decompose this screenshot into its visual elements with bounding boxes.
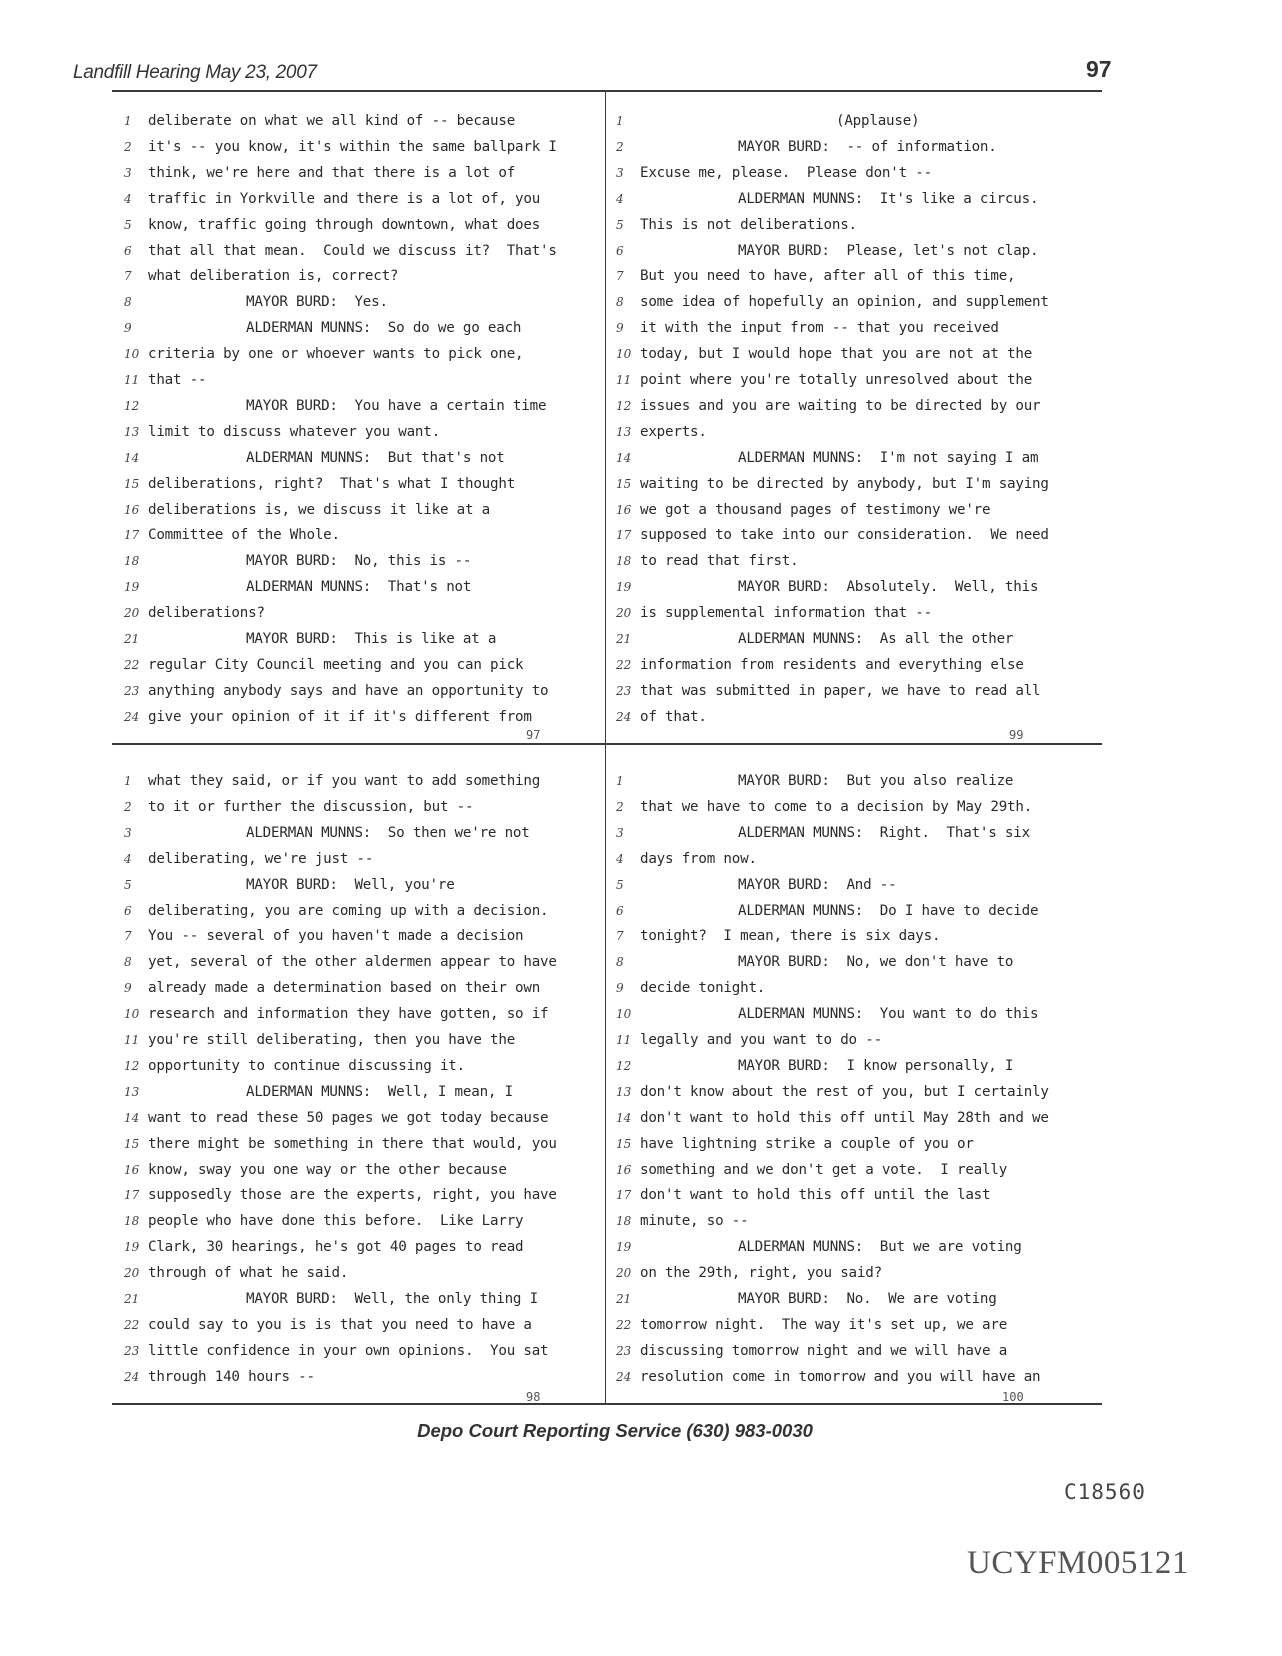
- bates-number-stamp: UCYFM005121: [967, 1545, 1189, 1581]
- line-number: 5: [616, 217, 624, 232]
- line-text: point where you're totally unresolved about the: [640, 372, 1033, 388]
- header-rule: [112, 90, 1102, 92]
- line-text: resolution come in tomorrow and you will have an: [640, 1368, 1041, 1385]
- line-text: that --: [148, 372, 207, 388]
- line-number: 19: [616, 1240, 632, 1255]
- line-text: deliberating, we're just --: [148, 850, 374, 867]
- line-number: 11: [124, 373, 140, 387]
- line-number: 6: [124, 903, 132, 918]
- line-number: 9: [124, 981, 132, 996]
- line-number: 15: [124, 476, 140, 491]
- line-text: to it or further the discussion, but --: [148, 798, 474, 815]
- line-text: waiting to be directed by anybody, but I'm saying: [640, 475, 1049, 492]
- line-number: 15: [124, 1136, 140, 1151]
- line-number: 19: [124, 1240, 140, 1255]
- line-text: MAYOR BURD: Yes.: [246, 294, 388, 311]
- line-number: 24: [124, 709, 140, 724]
- line-number: 14: [616, 1110, 632, 1125]
- line-number: 13: [124, 1084, 140, 1099]
- line-text: little confidence in your own opinions. You sat: [148, 1342, 549, 1359]
- line-text: that all that mean. Could we discuss it? That's: [148, 242, 557, 259]
- line-text: ALDERMAN MUNNS: You want to do this: [738, 1006, 1039, 1023]
- line-number: 24: [124, 1369, 140, 1384]
- line-number: 23: [124, 683, 140, 698]
- line-text: give your opinion of it if it's different from: [148, 708, 532, 725]
- line-text: what they said, or if you want to add something: [148, 773, 541, 789]
- line-text: research and information they have gotten, so if: [148, 1006, 549, 1023]
- line-text: ALDERMAN MUNNS: So do we go each: [246, 320, 522, 337]
- line-text: people who have done this before. Like Larry: [148, 1213, 524, 1230]
- line-number: 10: [124, 347, 140, 362]
- line-number: 8: [616, 955, 624, 970]
- line-text: (Applause): [836, 113, 920, 129]
- line-number: 1: [616, 114, 624, 128]
- line-text: MAYOR BURD: I know personally, I: [738, 1057, 1014, 1074]
- line-text: there might be something in there that would, you: [148, 1135, 557, 1152]
- line-text: MAYOR BURD: -- of information.: [738, 138, 997, 155]
- line-number: 21: [616, 632, 632, 646]
- line-number: 16: [616, 1162, 632, 1177]
- line-number: 14: [616, 450, 632, 465]
- line-text: MAYOR BURD: This is like at a: [246, 631, 497, 647]
- line-text: MAYOR BURD: Please, let's not clap.: [738, 242, 1039, 259]
- line-text: ALDERMAN MUNNS: But that's not: [246, 449, 505, 466]
- line-number: 7: [616, 929, 624, 944]
- line-number: 23: [616, 683, 632, 698]
- line-number: 10: [124, 1007, 140, 1022]
- line-text: criteria by one or whoever wants to pick one,: [148, 346, 524, 363]
- line-number: 12: [124, 1058, 140, 1073]
- line-text: through 140 hours --: [148, 1368, 315, 1385]
- line-text: deliberating, you are coming up with a decision.: [148, 902, 549, 919]
- line-text: don't know about the rest of you, but I certainly: [640, 1083, 1049, 1100]
- line-text: ALDERMAN MUNNS: So then we're not: [246, 824, 530, 841]
- line-number: 5: [124, 217, 132, 232]
- line-text: MAYOR BURD: Absolutely. Well, this: [738, 579, 1039, 596]
- line-text: ALDERMAN MUNNS: That's not: [246, 579, 472, 596]
- line-text: ALDERMAN MUNNS: I'm not saying I am: [738, 449, 1039, 466]
- line-number: 20: [124, 1266, 140, 1281]
- line-number: 14: [124, 450, 140, 465]
- line-text: could say to you is is that you need to have a: [148, 1316, 532, 1333]
- line-number: 13: [124, 424, 140, 439]
- line-number: 21: [124, 632, 140, 646]
- line-number: 9: [616, 321, 624, 336]
- line-text: it with the input from -- that you received: [640, 320, 999, 337]
- line-text: is supplemental information that --: [640, 605, 932, 622]
- line-number: 2: [124, 799, 132, 814]
- page-header-number: 97: [1086, 56, 1112, 82]
- line-number: 18: [124, 1214, 140, 1229]
- line-number: 4: [124, 851, 132, 866]
- line-number: 12: [124, 398, 140, 413]
- line-text: on the 29th, right, you said?: [640, 1265, 882, 1282]
- line-text: limit to discuss whatever you want.: [148, 423, 440, 440]
- line-number: 20: [616, 1266, 632, 1281]
- line-text: today, but I would hope that you are not at the: [640, 346, 1033, 363]
- line-number: 2: [616, 799, 624, 814]
- transcript-page-99: [616, 108, 1049, 748]
- transcript-page-98: [124, 768, 557, 1408]
- line-text: want to read these 50 pages we got today because: [148, 1109, 549, 1126]
- line-text: know, sway you one way or the other because: [148, 1161, 507, 1178]
- line-number: 6: [616, 903, 624, 918]
- transcript-page-100: [616, 768, 1049, 1408]
- line-text: MAYOR BURD: No, we don't have to: [738, 954, 1014, 971]
- line-number: 16: [616, 502, 632, 517]
- transcript-page-number: 98: [526, 1390, 541, 1404]
- column-divider: [605, 92, 606, 1403]
- line-text: You -- several of you haven't made a decision: [148, 928, 524, 945]
- line-number: 17: [124, 528, 140, 543]
- transcript-page-number: 97: [526, 728, 541, 742]
- line-text: opportunity to continue discussing it.: [148, 1057, 465, 1074]
- line-text: regular City Council meeting and you can pick: [148, 656, 524, 673]
- line-text: deliberate on what we all kind of -- because: [148, 113, 516, 129]
- line-number: 16: [124, 502, 140, 517]
- line-text: that we have to come to a decision by May 29th.: [640, 798, 1033, 815]
- line-number: 6: [616, 243, 624, 258]
- line-number: 22: [124, 657, 140, 672]
- line-text: some idea of hopefully an opinion, and supplement: [640, 294, 1049, 311]
- line-text: through of what he said.: [148, 1265, 349, 1282]
- document-code-stamp: C18560: [1064, 1480, 1146, 1504]
- line-text: what deliberation is, correct?: [148, 268, 399, 285]
- line-text: This is not deliberations.: [640, 216, 857, 233]
- transcript-page-number: 99: [1009, 728, 1024, 742]
- line-number: 3: [124, 825, 132, 840]
- line-number: 2: [616, 139, 624, 154]
- line-number: 8: [124, 295, 132, 310]
- line-number: 12: [616, 398, 632, 413]
- line-number: 1: [124, 774, 132, 788]
- line-number: 5: [616, 877, 624, 892]
- line-text: yet, several of the other aldermen appear to have: [148, 954, 557, 971]
- line-text: deliberations, right? That's what I thought: [148, 475, 516, 492]
- line-number: 11: [616, 373, 632, 387]
- line-text: don't want to hold this off until the last: [640, 1187, 991, 1204]
- line-text: information from residents and everything else: [640, 656, 1024, 673]
- line-text: think, we're here and that there is a lot of: [148, 164, 516, 181]
- line-text: deliberations is, we discuss it like at a: [148, 501, 491, 518]
- line-text: Excuse me, please. Please don't --: [640, 164, 932, 181]
- line-text: MAYOR BURD: Well, you're: [246, 876, 455, 893]
- line-number: 9: [124, 321, 132, 336]
- line-number: 7: [616, 269, 624, 284]
- line-number: 22: [616, 1317, 632, 1332]
- line-number: 24: [616, 1369, 632, 1384]
- line-text: MAYOR BURD: No, this is --: [246, 553, 472, 570]
- line-text: experts.: [640, 423, 707, 440]
- line-number: 15: [616, 1136, 632, 1151]
- line-text: it's -- you know, it's within the same ballpark I: [148, 138, 557, 155]
- line-text: tonight? I mean, there is six days.: [640, 928, 941, 945]
- line-number: 20: [616, 606, 632, 621]
- line-text: ALDERMAN MUNNS: But we are voting: [738, 1239, 1022, 1256]
- line-number: 22: [616, 657, 632, 672]
- line-number: 13: [616, 424, 632, 439]
- line-number: 4: [124, 191, 132, 206]
- line-number: 11: [616, 1033, 632, 1047]
- line-number: 6: [124, 243, 132, 258]
- line-text: deliberations?: [148, 605, 265, 622]
- line-number: 11: [124, 1033, 140, 1047]
- line-number: 4: [616, 851, 624, 866]
- line-number: 19: [124, 580, 140, 595]
- line-text: But you need to have, after all of this time,: [640, 268, 1016, 285]
- footer-reporting-service: Depo Court Reporting Service (630) 983-0030: [417, 1420, 813, 1441]
- line-text: MAYOR BURD: And --: [738, 876, 897, 893]
- line-number: 19: [616, 580, 632, 595]
- line-text: tomorrow night. The way it's set up, we are: [640, 1316, 1008, 1333]
- line-text: to read that first.: [640, 553, 799, 570]
- line-number: 17: [616, 1188, 632, 1203]
- line-text: ALDERMAN MUNNS: As all the other: [738, 631, 1014, 647]
- line-number: 18: [124, 554, 140, 569]
- line-number: 18: [616, 554, 632, 569]
- line-number: 21: [124, 1292, 140, 1306]
- line-text: know, traffic going through downtown, what does: [148, 216, 541, 233]
- line-number: 4: [616, 191, 624, 206]
- line-text: days from now.: [640, 850, 757, 867]
- line-number: 22: [124, 1317, 140, 1332]
- line-number: 5: [124, 877, 132, 892]
- line-number: 17: [124, 1188, 140, 1203]
- line-number: 3: [124, 165, 132, 180]
- line-text: supposedly those are the experts, right, you have: [148, 1187, 557, 1204]
- line-number: 2: [124, 139, 132, 154]
- line-number: 21: [616, 1292, 632, 1306]
- line-text: have lightning strike a couple of you or: [640, 1135, 974, 1152]
- line-number: 17: [616, 528, 632, 543]
- line-text: discussing tomorrow night and we will have a: [640, 1342, 1008, 1359]
- line-text: supposed to take into our consideration. We need: [640, 527, 1049, 544]
- line-number: 20: [124, 606, 140, 621]
- line-text: MAYOR BURD: Well, the only thing I: [246, 1291, 538, 1307]
- line-number: 8: [124, 955, 132, 970]
- line-text: Committee of the Whole.: [148, 527, 340, 544]
- line-number: 9: [616, 981, 624, 996]
- line-number: 12: [616, 1058, 632, 1073]
- line-text: decide tonight.: [640, 980, 766, 997]
- line-number: 10: [616, 1007, 632, 1022]
- line-text: legally and you want to do --: [640, 1032, 882, 1048]
- line-text: don't want to hold this off until May 28th and we: [640, 1109, 1049, 1126]
- line-text: issues and you are waiting to be directed by our: [640, 397, 1041, 414]
- line-number: 1: [124, 114, 132, 128]
- line-number: 15: [616, 476, 632, 491]
- line-text: we got a thousand pages of testimony we're: [640, 501, 991, 518]
- line-text: ALDERMAN MUNNS: Right. That's six: [738, 824, 1030, 841]
- line-text: MAYOR BURD: No. We are voting: [738, 1291, 997, 1307]
- line-number: 7: [124, 929, 132, 944]
- line-number: 13: [616, 1084, 632, 1099]
- line-number: 23: [616, 1343, 632, 1358]
- line-text: ALDERMAN MUNNS: Do I have to decide: [738, 902, 1039, 919]
- line-number: 1: [616, 774, 624, 788]
- line-text: that was submitted in paper, we have to read all: [640, 682, 1041, 699]
- line-text: Clark, 30 hearings, he's got 40 pages to read: [148, 1239, 524, 1256]
- line-text: ALDERMAN MUNNS: It's like a circus.: [738, 190, 1039, 207]
- transcript-page-number: 100: [1002, 1390, 1024, 1404]
- line-number: 16: [124, 1162, 140, 1177]
- line-number: 3: [616, 825, 624, 840]
- line-number: 8: [616, 295, 624, 310]
- line-text: of that.: [640, 708, 707, 725]
- line-number: 7: [124, 269, 132, 284]
- line-number: 23: [124, 1343, 140, 1358]
- line-text: ALDERMAN MUNNS: Well, I mean, I: [246, 1083, 513, 1100]
- line-text: traffic in Yorkville and there is a lot of, you: [148, 190, 541, 207]
- line-number: 24: [616, 709, 632, 724]
- line-number: 10: [616, 347, 632, 362]
- line-number: 14: [124, 1110, 140, 1125]
- page-header-title: Landfill Hearing May 23, 2007: [73, 62, 317, 83]
- line-text: you're still deliberating, then you have the: [148, 1032, 516, 1048]
- line-number: 3: [616, 165, 624, 180]
- transcript-page-97: [124, 108, 557, 748]
- line-text: MAYOR BURD: You have a certain time: [246, 397, 547, 414]
- line-text: anything anybody says and have an opportunity to: [148, 682, 549, 699]
- line-number: 18: [616, 1214, 632, 1229]
- line-text: already made a determination based on their own: [148, 980, 541, 997]
- line-text: something and we don't get a vote. I really: [640, 1161, 1008, 1178]
- line-text: minute, so --: [640, 1213, 749, 1230]
- line-text: MAYOR BURD: But you also realize: [738, 773, 1014, 789]
